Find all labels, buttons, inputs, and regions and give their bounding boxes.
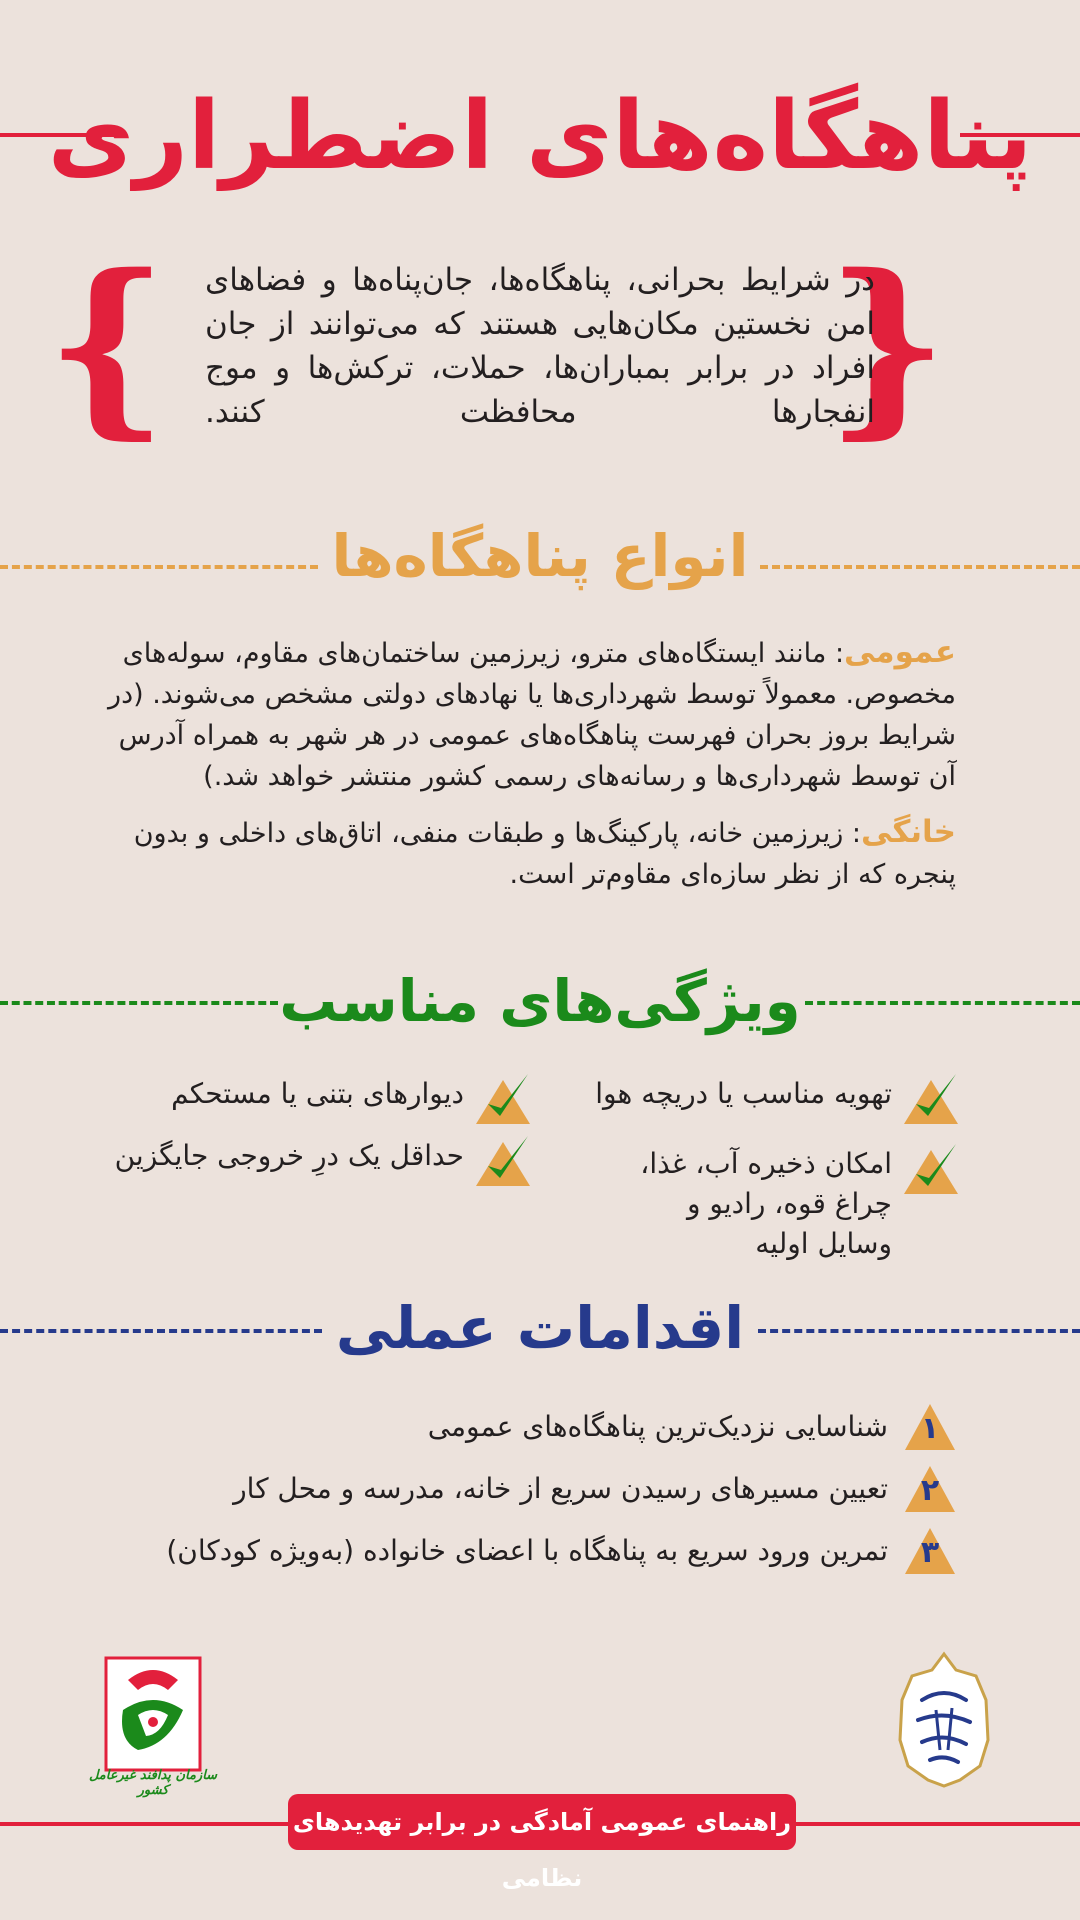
feature-text: تهویه مناسب یا دریچه هوا: [595, 1077, 892, 1110]
calligraphy-emblem: [896, 1650, 992, 1788]
action-text: تمرین ورود سریع به پناهگاه با اعضای خانواده (به‌ویژه کودکان): [166, 1534, 888, 1567]
types-heading: انواع پناهگاه‌ها: [331, 522, 749, 590]
public-text: : مانند ایستگاه‌های مترو، زیرزمین ساختمان‌های مقاوم، سوله‌های مخصوص. معمولاً توسط شهرداری‌ها یا نهادهای دولتی مشخص می‌شوند. (در شرایط بروز بحران فهرست پناهگاه‌های عمومی در هر شهر به همراه آدرس آن توسط شهرداری‌ها و رسانه‌های رسمی کشور منتشر خواهد شد.): [108, 638, 956, 792]
checkmark-icon: [474, 1132, 532, 1188]
action-item: [116, 1464, 956, 1520]
feature-text: دیوارهای بتنی یا مستحکم: [171, 1077, 464, 1110]
feature-item: [92, 1070, 532, 1130]
footer-divider-left: [0, 1822, 290, 1826]
home-label: خانگی: [860, 814, 956, 850]
features-heading: ویژگی‌های مناسب: [279, 967, 801, 1035]
public-label: عمومی: [844, 634, 956, 670]
checkmark-icon: [902, 1140, 960, 1196]
organization-logo-caption: سازمان پدافند غیرعامل کشور: [88, 1768, 218, 1798]
actions-heading: اقدامات عملی: [335, 1294, 745, 1362]
action-number: ۱: [920, 1411, 940, 1446]
feature-text: امکان ذخیره آب، غذا، چراغ قوه، رادیو و وسایل اولیه: [640, 1147, 892, 1260]
close-brace-icon: }: [45, 233, 168, 456]
checkmark-icon: [474, 1070, 532, 1126]
action-number: ۲: [920, 1473, 940, 1508]
feature-item: [595, 1070, 960, 1130]
feature-text: حداقل یک درِ خروجی جایگزین: [114, 1139, 464, 1172]
page-title: پناهگاه‌های اضطراری: [47, 82, 1033, 191]
home-text: : زیرزمین خانه، پارکینگ‌ها و طبقات منفی، اتاق‌های داخلی و بدون پنجره که از نظر سازه‌ای مقاوم‌تر است.: [133, 818, 956, 890]
checkmark-icon: [902, 1070, 960, 1126]
action-number: ۳: [920, 1535, 940, 1570]
intro-paragraph: در شرایط بحرانی، پناهگاه‌ها، جان‌پناه‌ها و فضاهای امن نخستین مکان‌هایی هستند که می‌توانند از جان افراد در برابر بمباران‌ها، حملات، ترکش‌ها و موج انفجارها محافظت کنند.: [205, 262, 875, 430]
open-brace-icon: {: [825, 233, 948, 456]
action-text: شناسایی نزدیک‌ترین پناهگاه‌های عمومی: [427, 1410, 888, 1443]
action-item: [116, 1526, 956, 1582]
action-text: تعیین مسیرهای رسیدن سریع از خانه، مدرسه و محل کار: [233, 1472, 888, 1505]
feature-item: [620, 1140, 960, 1260]
home-shelter-paragraph: [108, 812, 956, 895]
action-item: [116, 1402, 956, 1458]
footer-banner: راهنمای عمومی آمادگی در برابر تهدیدهای نظامی: [288, 1794, 796, 1850]
feature-item: [92, 1132, 532, 1192]
footer-divider-right: [795, 1822, 1080, 1826]
public-shelter-paragraph: [108, 632, 956, 797]
